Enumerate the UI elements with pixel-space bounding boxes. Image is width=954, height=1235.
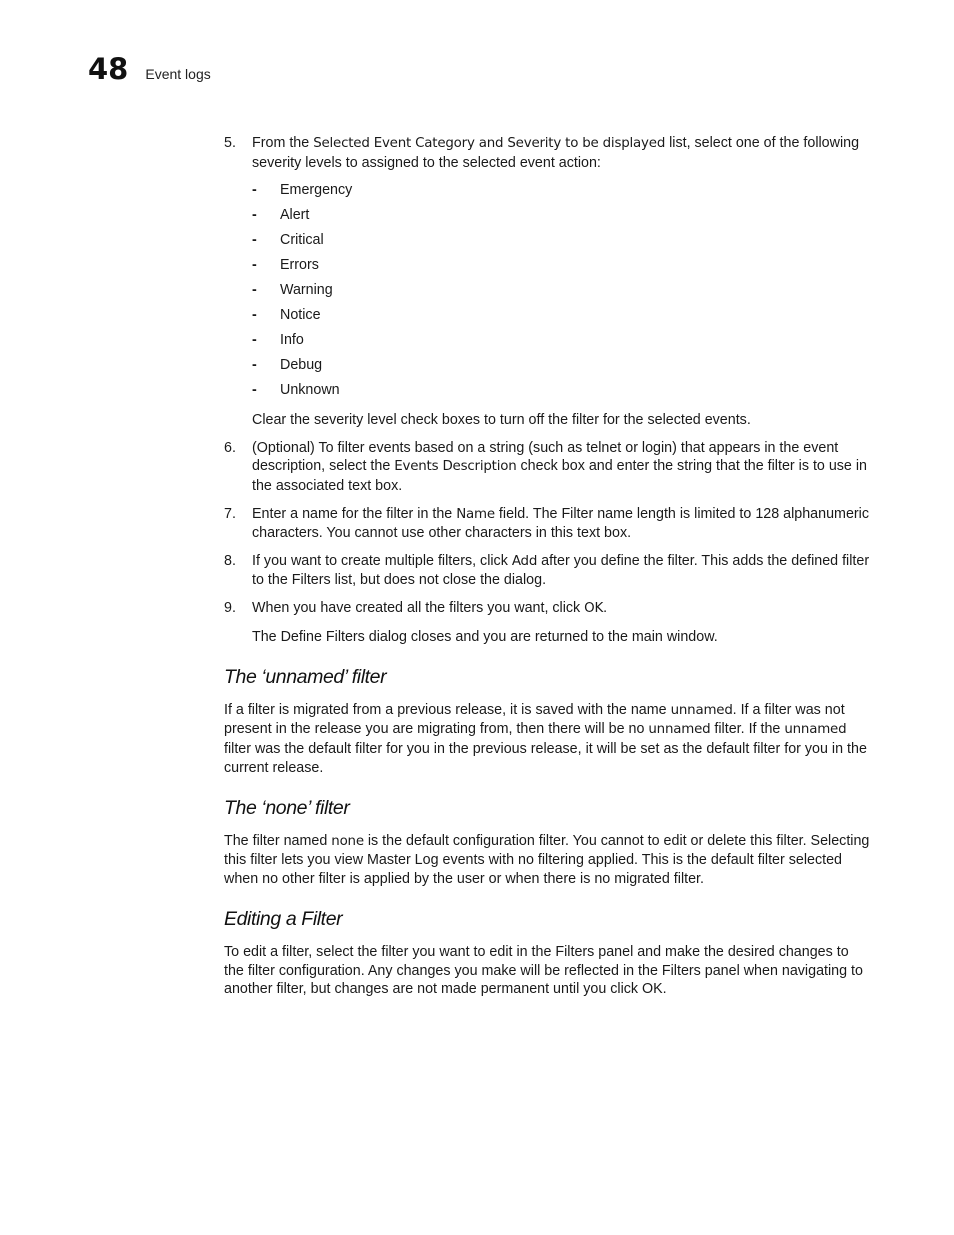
page-header — [88, 52, 211, 92]
list-item-label: Info — [280, 332, 304, 349]
list-item — [252, 306, 870, 331]
dash-bullet: - — [252, 357, 257, 374]
step-5 — [224, 134, 870, 430]
step-note: Clear the severity level check boxes to turn off the filter for the selected events. — [252, 412, 751, 429]
list-item-label: Emergency — [280, 182, 353, 199]
ui-term: unnamed — [670, 702, 733, 718]
chapter-number: 48 — [88, 52, 129, 86]
dash-bullet: - — [252, 182, 257, 199]
step-number: 9. — [224, 599, 236, 616]
text-run: filter was the default filter for you in the previous release, it will be set as the default filter for you in the current release. — [224, 740, 867, 776]
section-paragraph — [224, 832, 870, 889]
ui-term: unnamed — [784, 722, 847, 738]
ui-term: Name — [456, 506, 495, 522]
text-run: (Optional) To filter events based on a string (such as telnet or login) that appears in the event description, select the — [252, 439, 839, 475]
list-item — [252, 356, 870, 381]
step-8 — [224, 552, 870, 590]
text-run: Enter a name for the filter in the — [252, 505, 457, 522]
list-item — [252, 206, 870, 231]
ui-term: OK — [584, 600, 604, 616]
text-run: When you have created all the filters you want, click — [252, 599, 585, 616]
list-item-label: Errors — [280, 257, 319, 274]
list-item-label: Unknown — [280, 382, 340, 399]
text-run: If you want to create multiple filters, click — [252, 552, 512, 569]
dash-bullet: - — [252, 282, 257, 299]
list-item — [252, 256, 870, 281]
step-note: The Define Filters dialog closes and you are returned to the main window. — [252, 628, 718, 645]
ui-term: Add — [511, 553, 538, 569]
section-heading-editing: Editing a Filter — [224, 908, 343, 931]
text-run: check box and enter the string that the filter is to use in the associated text box. — [252, 458, 867, 494]
list-item — [252, 231, 870, 256]
text-run: . — [603, 599, 608, 616]
ui-term: Events Description — [394, 459, 517, 475]
ui-term: Selected Event Category and Severity to be displayed — [313, 136, 666, 151]
text-run: From the — [252, 135, 314, 151]
list-item-label: Alert — [280, 207, 310, 224]
step-number: 6. — [224, 439, 236, 456]
text-run: filter. If the — [710, 721, 785, 738]
section-heading-none: The ‘none’ filter — [224, 797, 350, 820]
text-run: is the default configuration filter. You cannot to edit or delete this filter. Selecting this filter lets you view Master Log events with no filtering applied. This is the default filter selected when no other filter is applied by the user or when there is no migrated filter. — [224, 832, 870, 887]
step-6 — [224, 439, 870, 496]
dash-bullet: - — [252, 207, 257, 224]
text-run: list, select one of the following severity levels to assigned to the selected event action: — [252, 135, 860, 171]
list-item — [252, 331, 870, 356]
page-content — [224, 134, 870, 999]
dash-bullet: - — [252, 332, 257, 349]
section-heading-unnamed: The ‘unnamed’ filter — [224, 666, 387, 689]
text-run: after you define the filter. This adds the defined filter to the Filters list, but does not close the dialog. — [252, 552, 870, 589]
text-run: The filter named — [224, 832, 332, 849]
section-paragraph: To edit a filter, select the filter you want to edit in the Filters panel and make the desired changes to the filter configuration. Any changes you make will be reflected in the Filters panel when navigating to another filter, but changes are not made permanent until you click OK. — [224, 944, 863, 998]
step-text — [252, 505, 870, 543]
chapter-title: Event logs — [145, 66, 211, 82]
section-paragraph — [224, 701, 870, 777]
step-number: 7. — [224, 505, 236, 522]
step-text — [252, 134, 870, 172]
step-9 — [224, 599, 870, 646]
list-item — [252, 181, 870, 206]
text-run: . If a filter was not present in the release you are migrating from, then there will be no — [224, 701, 845, 738]
step-text — [252, 439, 870, 496]
list-item-label: Warning — [280, 282, 333, 299]
list-item — [252, 281, 870, 306]
text-run: If a filter is migrated from a previous release, it is saved with the name — [224, 701, 671, 718]
list-item-label: Notice — [280, 307, 321, 324]
dash-bullet: - — [252, 232, 257, 249]
text-run: field. The Filter name length is limited to 128 alphanumeric characters. You cannot use other characters in this text box. — [252, 505, 869, 542]
ui-term: none — [331, 833, 364, 849]
step-7 — [224, 505, 870, 543]
ui-term: unnamed — [648, 722, 711, 738]
step-number: 8. — [224, 552, 236, 569]
dash-bullet: - — [252, 382, 257, 399]
dash-bullet: - — [252, 307, 257, 324]
dash-bullet: - — [252, 257, 257, 274]
severity-list — [252, 181, 870, 402]
list-item-label: Critical — [280, 232, 324, 249]
list-item-label: Debug — [280, 357, 323, 374]
step-text — [252, 552, 870, 590]
step-text — [252, 599, 870, 619]
list-item — [252, 381, 870, 402]
step-number: 5. — [224, 135, 236, 151]
